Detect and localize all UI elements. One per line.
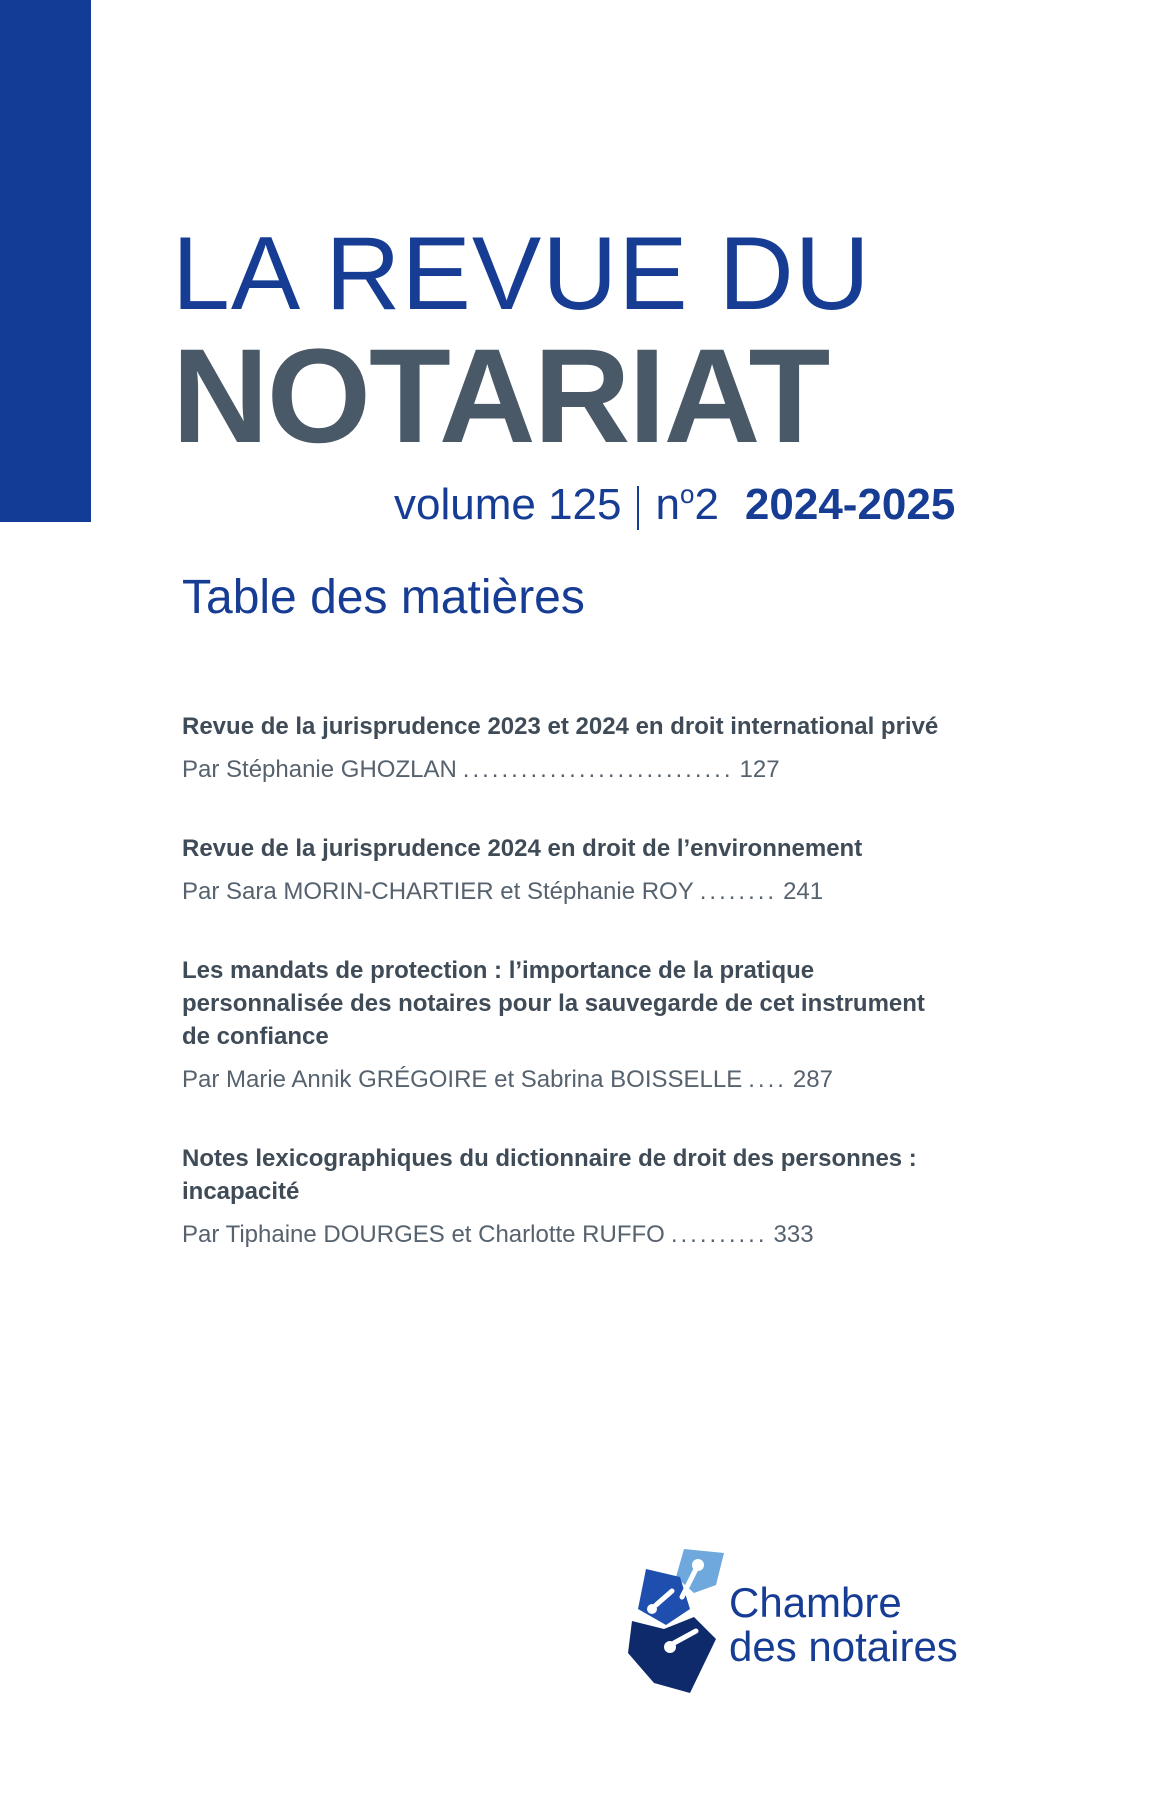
article-author-line <box>182 1218 942 1251</box>
article-title: Les mandats de protection : l’importance de la pratique personnalisée des notaires pour la sauvegarde de cet instrument de confiance <box>182 957 925 1050</box>
article-author-line <box>182 875 942 908</box>
article-author: Par Tiphaine DOURGES et Charlotte RUFFO <box>182 1221 665 1248</box>
toc-entry <box>182 710 942 786</box>
page-number: 127 <box>739 756 780 783</box>
leader-dots: ........ <box>699 878 778 905</box>
chambre-des-notaires-logo <box>624 1547 984 1697</box>
leader-dots: .... <box>748 1066 787 1093</box>
logo-text-line1: Chambre <box>729 1579 902 1626</box>
side-accent-bar <box>0 0 91 522</box>
issue-number: 2 <box>694 480 719 529</box>
page-number: 241 <box>783 878 824 905</box>
number-superscript: o <box>679 479 695 509</box>
toc-entry <box>182 832 942 908</box>
number-prefix: n <box>655 480 680 529</box>
leader-dots: .......... <box>670 1221 768 1248</box>
article-title: Notes lexicographiques du dictionnaire de droit des personnes : incapacité <box>182 1145 917 1205</box>
toc-heading: Table des matières <box>182 571 585 624</box>
issue-year: 2024-2025 <box>744 480 956 529</box>
article-author-line <box>182 753 942 786</box>
article-title: Revue de la jurisprudence 2024 en droit de l’environnement <box>182 835 863 862</box>
logo-text-line2: des notaires <box>729 1623 958 1670</box>
leader-dots: ............................ <box>462 756 734 783</box>
issue-info <box>394 480 955 535</box>
article-author: Par Sara MORIN-CHARTIER et Stéphanie ROY <box>182 878 694 905</box>
toc-entry <box>182 954 942 1096</box>
article-author-line <box>182 1063 942 1096</box>
toc-entry <box>182 1142 942 1251</box>
article-title: Revue de la jurisprudence 2023 et 2024 en droit international privé <box>182 713 939 740</box>
page-number: 333 <box>773 1221 814 1248</box>
article-author: Par Stéphanie GHOZLAN <box>182 756 457 783</box>
quill-pen-icon <box>624 1547 734 1697</box>
issue-separator <box>637 486 639 530</box>
toc-list <box>182 710 942 1297</box>
journal-title-line2: NOTARIAT <box>172 322 829 471</box>
page-number: 287 <box>792 1066 833 1093</box>
volume-label: volume 125 <box>394 480 622 529</box>
logo-text <box>729 1581 958 1669</box>
journal-title-line1: LA REVUE DU <box>172 216 871 332</box>
article-author: Par Marie Annik GRÉGOIRE et Sabrina BOISSELLE <box>182 1066 743 1093</box>
